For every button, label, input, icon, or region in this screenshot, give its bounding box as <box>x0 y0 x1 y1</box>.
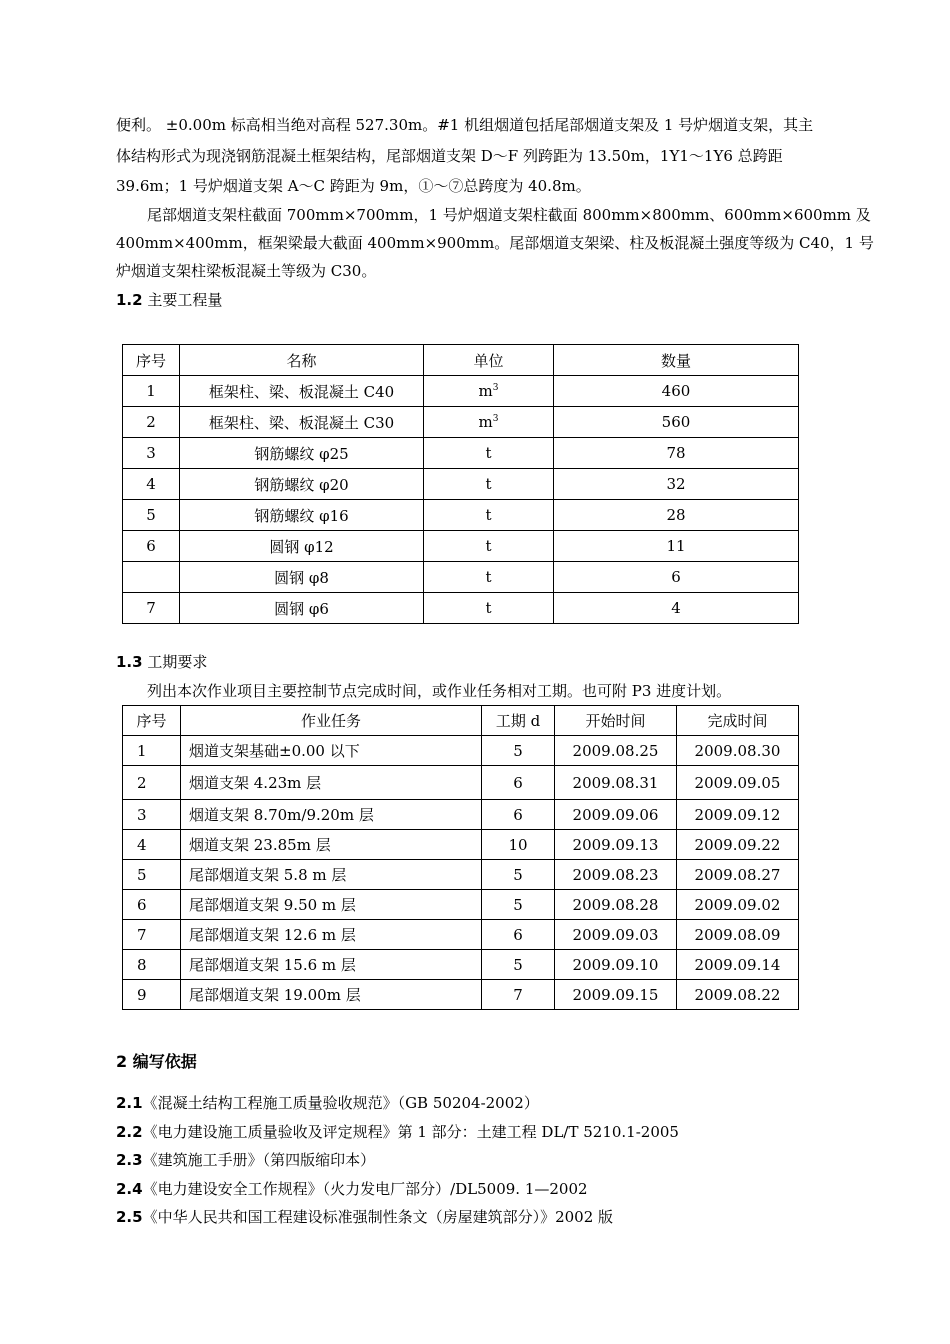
table-row <box>123 469 799 500</box>
intro-line-1: 便利。 ±0.00m 标高相当绝对高程 527.30m。#1 机组烟道包括尾部烟道支架及 1 号炉烟道支架，其主 <box>116 116 814 134</box>
table-row <box>123 407 799 438</box>
header-cell: 序号 <box>123 345 180 376</box>
task-name: 尾部烟道支架 5.8 m 层 <box>181 860 482 890</box>
table-row <box>123 920 799 950</box>
task-name: 尾部烟道支架 19.00m 层 <box>181 980 482 1010</box>
unit: t <box>424 562 554 593</box>
start-date: 2009.08.31 <box>555 766 677 800</box>
intro-line-2: 体结构形式为现浇钢筋混凝土框架结构，尾部烟道支架 D～F 列跨距为 13.50m，1Y1～1Y6 总跨距 <box>116 147 783 165</box>
section-number: 1.3 <box>116 653 143 671</box>
unit: m <box>478 413 493 431</box>
duration-days: 5 <box>482 950 555 980</box>
reference-text: 《中华人民共和国工程建设标准强制性条文（房屋建筑部分）》2002 版 <box>142 1208 614 1226</box>
section-number: 2 <box>116 1052 128 1071</box>
header-cell: 名称 <box>180 345 424 376</box>
item-name: 框架柱、梁、板混凝土 C30 <box>180 407 424 438</box>
table-row <box>123 593 799 624</box>
table-row <box>123 830 799 860</box>
row-number: 3 <box>123 800 181 830</box>
quantity: 28 <box>554 500 799 531</box>
row-number: 6 <box>123 531 180 562</box>
reference-number: 2.5 <box>116 1208 143 1226</box>
reference-item <box>116 1178 588 1199</box>
unit: t <box>424 593 554 624</box>
start-date: 2009.09.03 <box>555 920 677 950</box>
section-heading-1-2 <box>116 289 222 310</box>
reference-number: 2.2 <box>116 1123 143 1141</box>
row-number: 7 <box>123 593 180 624</box>
reference-item <box>116 1121 679 1142</box>
table-row <box>123 562 799 593</box>
section-heading-2 <box>116 1049 197 1072</box>
task-name: 烟道支架基础±0.00 以下 <box>181 736 482 766</box>
duration-days: 5 <box>482 736 555 766</box>
reference-text: 《电力建设安全工作规程》（火力发电厂部分）/DL5009. 1—2002 <box>142 1180 588 1198</box>
task-name: 烟道支架 8.70m/9.20m 层 <box>181 800 482 830</box>
reference-item <box>116 1092 539 1113</box>
quantity: 560 <box>554 407 799 438</box>
quantity: 6 <box>554 562 799 593</box>
duration-days: 7 <box>482 980 555 1010</box>
end-date: 2009.08.22 <box>677 980 799 1010</box>
table-row <box>123 500 799 531</box>
row-number: 5 <box>123 500 180 531</box>
table-row <box>123 950 799 980</box>
duration-days: 6 <box>482 800 555 830</box>
end-date: 2009.09.02 <box>677 890 799 920</box>
table-row <box>123 766 799 800</box>
header-cell: 完成时间 <box>677 706 799 736</box>
unit-superscript: 3 <box>492 383 499 393</box>
intro-line-5: 400mm×400mm，框架梁最大截面 400mm×900mm。尾部烟道支架梁、柱及板混凝土强度等级为 C40，1 号 <box>116 234 874 252</box>
item-name: 钢筋螺纹 φ25 <box>180 438 424 469</box>
section-heading-1-3 <box>116 651 207 672</box>
reference-text: 《建筑施工手册》（第四版缩印本） <box>142 1151 376 1169</box>
unit: t <box>424 438 554 469</box>
unit: m <box>478 382 493 400</box>
header-cell: 作业任务 <box>181 706 482 736</box>
table-row <box>123 736 799 766</box>
row-number: 1 <box>123 376 180 407</box>
table-row <box>123 376 799 407</box>
table-row <box>123 860 799 890</box>
reference-item <box>116 1149 375 1170</box>
table-row <box>123 890 799 920</box>
section-title: 编写依据 <box>132 1052 197 1071</box>
reference-item <box>116 1206 613 1227</box>
intro-line-3: 39.6m；1 号炉烟道支架 A～C 跨距为 9m，①～⑦总跨度为 40.8m。 <box>116 177 591 195</box>
header-cell: 开始时间 <box>555 706 677 736</box>
reference-number: 2.4 <box>116 1180 143 1198</box>
end-date: 2009.09.12 <box>677 800 799 830</box>
task-name: 烟道支架 4.23m 层 <box>181 766 482 800</box>
table-header-row <box>123 706 799 736</box>
header-cell: 序号 <box>123 706 181 736</box>
unit-cell <box>424 407 554 438</box>
row-number: 8 <box>123 950 181 980</box>
row-number: 3 <box>123 438 180 469</box>
end-date: 2009.09.14 <box>677 950 799 980</box>
row-number: 2 <box>123 766 181 800</box>
table-row <box>123 980 799 1010</box>
intro-line-4: 尾部烟道支架柱截面 700mm×700mm，1 号炉烟道支架柱截面 800mm×800mm、600mm×600mm 及 <box>147 206 871 224</box>
unit-cell <box>424 376 554 407</box>
quantity: 460 <box>554 376 799 407</box>
unit-superscript: 3 <box>492 414 499 424</box>
header-cell: 数量 <box>554 345 799 376</box>
section-title: 工期要求 <box>147 653 208 671</box>
item-name: 圆钢 φ6 <box>180 593 424 624</box>
item-name: 钢筋螺纹 φ16 <box>180 500 424 531</box>
start-date: 2009.08.28 <box>555 890 677 920</box>
task-name: 烟道支架 23.85m 层 <box>181 830 482 860</box>
unit: t <box>424 531 554 562</box>
quantity: 78 <box>554 438 799 469</box>
row-number: 4 <box>123 830 181 860</box>
start-date: 2009.09.13 <box>555 830 677 860</box>
quantity: 11 <box>554 531 799 562</box>
start-date: 2009.09.10 <box>555 950 677 980</box>
start-date: 2009.08.25 <box>555 736 677 766</box>
item-name: 钢筋螺纹 φ20 <box>180 469 424 500</box>
duration-days: 5 <box>482 860 555 890</box>
start-date: 2009.09.15 <box>555 980 677 1010</box>
task-name: 尾部烟道支架 12.6 m 层 <box>181 920 482 950</box>
end-date: 2009.09.05 <box>677 766 799 800</box>
row-number: 9 <box>123 980 181 1010</box>
row-number: 5 <box>123 860 181 890</box>
schedule-table <box>122 705 799 1010</box>
header-cell: 单位 <box>424 345 554 376</box>
row-number <box>123 562 180 593</box>
table-row <box>123 438 799 469</box>
section-title: 主要工程量 <box>147 291 223 309</box>
start-date: 2009.09.06 <box>555 800 677 830</box>
item-name: 框架柱、梁、板混凝土 C40 <box>180 376 424 407</box>
end-date: 2009.08.27 <box>677 860 799 890</box>
header-cell: 工期 d <box>482 706 555 736</box>
reference-text: 《电力建设施工质量验收及评定规程》第 1 部分：土建工程 DL/T 5210.1-2005 <box>142 1123 679 1141</box>
item-name: 圆钢 φ12 <box>180 531 424 562</box>
start-date: 2009.08.23 <box>555 860 677 890</box>
duration-days: 6 <box>482 766 555 800</box>
table-header-row <box>123 345 799 376</box>
row-number: 4 <box>123 469 180 500</box>
table-row <box>123 800 799 830</box>
intro-line-6: 炉烟道支架柱梁板混凝土等级为 C30。 <box>116 262 377 280</box>
end-date: 2009.08.09 <box>677 920 799 950</box>
duration-days: 5 <box>482 890 555 920</box>
task-name: 尾部烟道支架 15.6 m 层 <box>181 950 482 980</box>
duration-days: 6 <box>482 920 555 950</box>
end-date: 2009.09.22 <box>677 830 799 860</box>
unit: t <box>424 469 554 500</box>
row-number: 7 <box>123 920 181 950</box>
reference-number: 2.1 <box>116 1094 143 1112</box>
item-name: 圆钢 φ8 <box>180 562 424 593</box>
quantity: 4 <box>554 593 799 624</box>
end-date: 2009.08.30 <box>677 736 799 766</box>
section-number: 1.2 <box>116 291 143 309</box>
table-row <box>123 531 799 562</box>
quantities-table <box>122 344 799 624</box>
row-number: 6 <box>123 890 181 920</box>
task-name: 尾部烟道支架 9.50 m 层 <box>181 890 482 920</box>
duration-days: 10 <box>482 830 555 860</box>
quantity: 32 <box>554 469 799 500</box>
section-1-3-description: 列出本次作业项目主要控制节点完成时间，或作业任务相对工期。也可附 P3 进度计划。 <box>147 682 732 700</box>
reference-number: 2.3 <box>116 1151 143 1169</box>
row-number: 1 <box>123 736 181 766</box>
row-number: 2 <box>123 407 180 438</box>
reference-text: 《混凝土结构工程施工质量验收规范》（GB 50204-2002） <box>142 1094 539 1112</box>
unit: t <box>424 500 554 531</box>
